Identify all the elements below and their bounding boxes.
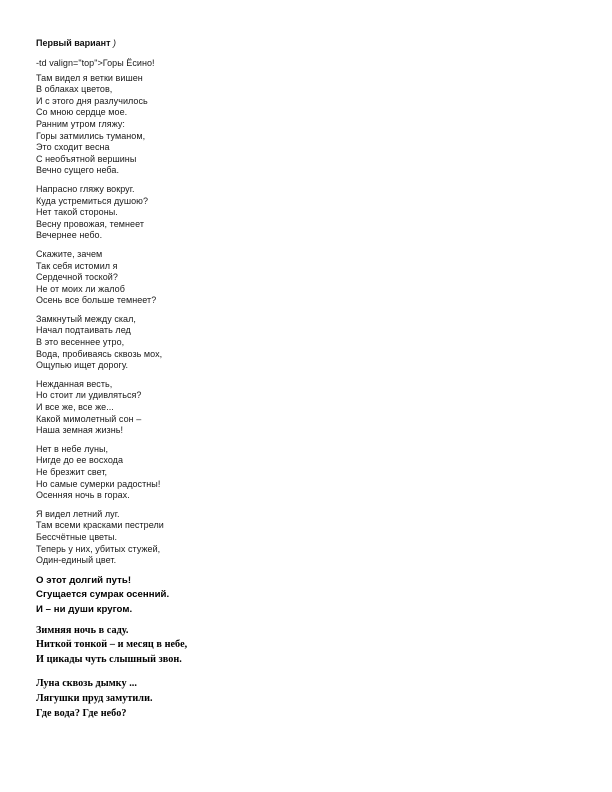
poem-line: Но стоит ли удивляться?: [36, 390, 142, 401]
poem-line: И все же, все же...: [36, 402, 114, 413]
poem-line: Я видел летний луг.: [36, 508, 120, 519]
poem-line: Там всеми красками пестрели: [36, 520, 164, 531]
poem-line: Где вода? Где небо?: [36, 707, 127, 719]
poem-line: Ниткой тонкой – и месяц в небе,: [36, 639, 188, 651]
poem-stanza: [36, 314, 576, 372]
poem-line: Это сходит весна: [36, 142, 110, 153]
poem-line: В это весеннее утро,: [36, 337, 125, 348]
poem-line: Зимняя ночь в саду.: [36, 624, 129, 636]
poem-line: Осенняя ночь в горах.: [36, 490, 130, 501]
poem-line: О этот долгий путь!: [36, 574, 132, 586]
poem-line: В облаках цветов,: [36, 84, 113, 95]
poem-line: Теперь у них, убитых стужей,: [36, 543, 161, 554]
poem-line: Горы затмились туманом,: [36, 130, 146, 141]
poem-line: С необъятной вершины: [36, 153, 137, 164]
poem-line: Начал подтаивать лед: [36, 325, 131, 336]
poem-stanza: [36, 184, 576, 242]
poem-line: Напрасно гляжу вокруг.: [36, 183, 135, 194]
poem-line: Вода, пробиваясь сквозь мох,: [36, 348, 163, 359]
poem-line: Ощупью ищет дорогу.: [36, 360, 129, 371]
poem-line: Нет в небе луны,: [36, 443, 109, 454]
heading-text: Первый вариант: [36, 38, 111, 48]
poem-stanza: [36, 677, 576, 721]
poem-line: И с этого дня разлучилось: [36, 95, 148, 106]
poem-line: Один-единый цвет.: [36, 555, 117, 566]
poem-line: Там видел я ветки вишен: [36, 72, 143, 83]
poem-line: Но самые сумерки радостны!: [36, 478, 161, 489]
poem-line: Наша земная жизнь!: [36, 425, 124, 436]
heading-suffix: ): [113, 38, 117, 48]
poem-stanza: [36, 509, 576, 567]
poem-line: Лягушки пруд замутили.: [36, 692, 153, 704]
poem-line: Не брезжит свет,: [36, 467, 108, 477]
poem-stanza: [36, 574, 576, 618]
poem-line: Бессчётные цветы.: [36, 531, 118, 542]
poem-line: -td valign="top">Горы Ёсино!: [36, 58, 155, 68]
poem-line: Замкнутый между скал,: [36, 313, 136, 324]
poem-line: И цикады чуть слышный звон.: [36, 653, 182, 665]
poem-line: Нигде до ее восхода: [36, 455, 124, 466]
poem-line: Ранним утром гляжу:: [36, 118, 125, 129]
poem-line: Весну провожая, темнеет: [36, 218, 145, 229]
poem-line: Луна сквозь дымку ...: [36, 678, 137, 690]
poem-line: Скажите, зачем: [36, 248, 103, 259]
poem-line: И – ни души кругом.: [36, 603, 133, 615]
poem-stanza: [36, 624, 576, 668]
poem-body: [36, 58, 576, 728]
poem-line: Вечно сущего неба.: [36, 165, 120, 176]
poem-stanza: [36, 58, 576, 177]
poem-line: Осень все больше темнеет?: [36, 295, 157, 306]
poem-stanza: [36, 444, 576, 502]
poem-line: Вечернее небо.: [36, 230, 103, 241]
poem-line: Так себя истомил я: [36, 260, 118, 271]
poem-stanza: [36, 379, 576, 437]
poem-line: Со мною сердце мое.: [36, 107, 128, 118]
poem-line: Нет такой стороны.: [36, 207, 118, 218]
poem-line: Сердечной тоской?: [36, 272, 118, 283]
poem-line: Какой мимолетный сон –: [36, 413, 142, 424]
document-heading: [36, 38, 116, 48]
poem-stanza: [36, 249, 576, 307]
poem-line: Не от моих ли жалоб: [36, 283, 125, 294]
poem-line: Куда устремиться душою?: [36, 195, 149, 206]
poem-line: Нежданная весть,: [36, 378, 113, 389]
poem-line: Сгущается сумрак осенний.: [36, 589, 170, 601]
